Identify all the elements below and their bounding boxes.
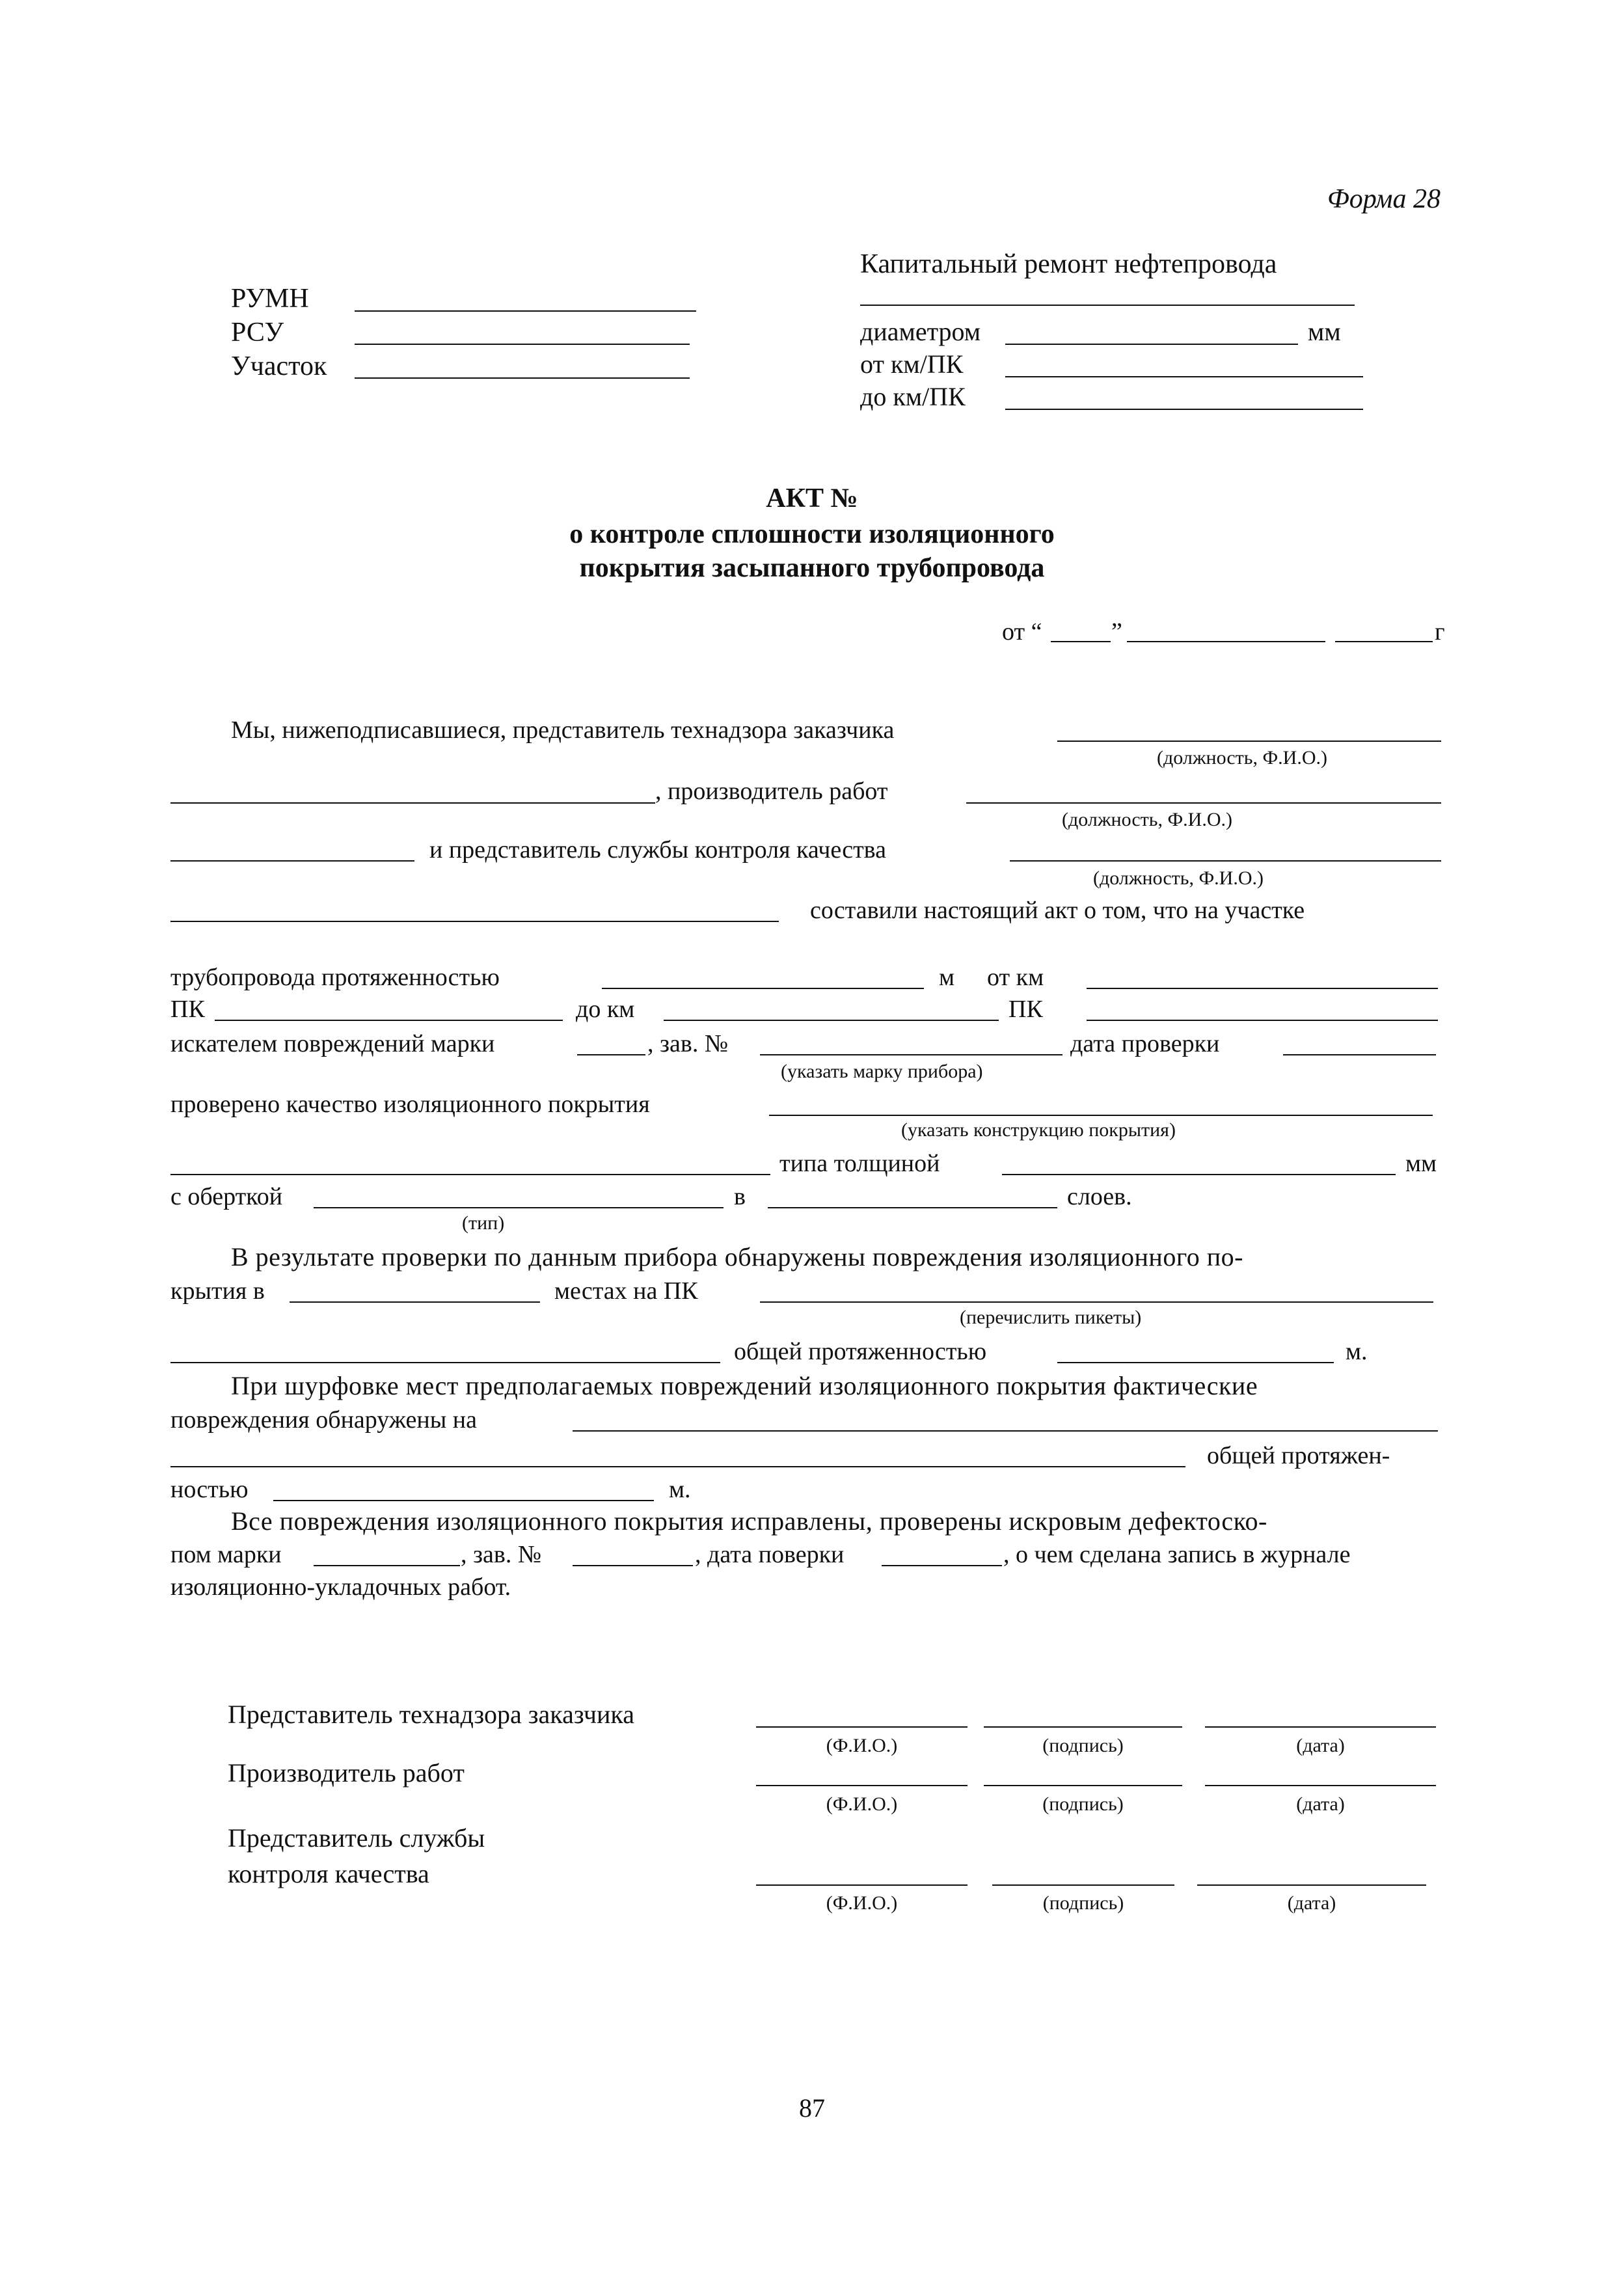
sig2-sign-field[interactable] [984,1785,1182,1786]
damage-total-length-field[interactable] [1057,1362,1334,1363]
rumn-label: РУМН [231,284,309,314]
p1-producer: , производитель работ [655,778,888,805]
sig1-sign-field[interactable] [984,1726,1182,1728]
verification-date-field[interactable] [882,1565,1002,1566]
sig1-fio-hint: (Ф.И.О.) [826,1735,898,1756]
damage-pickets-field[interactable] [760,1301,1433,1303]
wrapper-type-field[interactable] [314,1207,724,1208]
p2-wrapper: с оберткой [170,1183,283,1210]
sig2-date-field[interactable] [1205,1785,1436,1786]
p5-brand: пом марки [170,1541,282,1568]
sig3-sign-field[interactable] [992,1884,1174,1886]
hint-qc-rep: (должность, Ф.И.О.) [1093,867,1264,889]
p2-in: в [734,1183,746,1210]
p3-unit-m: м. [1346,1338,1368,1365]
pk1-field[interactable] [215,1020,563,1021]
from-km-field[interactable] [1087,988,1438,989]
p4-length: ностью [170,1476,249,1503]
act-title: АКТ № [766,483,858,513]
hint-device: (указать марку прибора) [781,1061,983,1082]
to-km-pk-field[interactable] [1005,409,1363,410]
pipeline-length-field[interactable] [602,988,924,989]
date-month-field[interactable] [1127,641,1325,642]
producer-cont-field[interactable] [170,860,414,862]
p1-start: Мы, нижеподписавшиеся, представитель технадзора заказчика [231,716,895,744]
p1-compiled: составили настоящий акт о том, что на участке [810,897,1305,924]
from-km-pk-field[interactable] [1005,376,1363,377]
detector-serial-field[interactable] [760,1054,1062,1055]
act-subtitle-1: о контроле сплошности изоляционного [569,519,1055,549]
thickness-field[interactable] [1002,1174,1396,1175]
p2-layers: слоев. [1067,1183,1132,1210]
check-date-field[interactable] [1283,1054,1436,1055]
hint-customer-rep: (должность, Ф.И.О.) [1157,747,1327,768]
p3-total: общей протяженностью [734,1338,987,1365]
sig2-fio-hint: (Ф.И.О.) [826,1793,898,1815]
rumn-field[interactable] [355,310,696,312]
p2-from-km: от км [987,964,1044,991]
sig1-date-field[interactable] [1205,1726,1436,1728]
p2-to-km: до км [576,996,635,1023]
sig-rep1-label: Представитель технадзора заказчика [228,1700,634,1729]
found-damage-field[interactable] [573,1430,1438,1432]
layers-count-field[interactable] [768,1207,1057,1208]
p5-line1: Все повреждения изоляционного покрытия исправлены, проверены искровым дефектоско- [231,1506,1267,1536]
to-km-pk-label: до км/ПК [860,382,966,411]
p2-serial: , зав. № [647,1030,729,1057]
sig3-fio-field[interactable] [756,1884,968,1886]
hint-type: (тип) [462,1212,505,1234]
p4-found: повреждения обнаружены на [170,1406,477,1434]
form-label: Форма 28 [1327,184,1441,214]
sig2-sign-hint: (подпись) [1042,1793,1124,1815]
p5-date: , дата поверки [695,1541,845,1568]
from-km-pk-label: от км/ПК [860,349,964,379]
p2-unit-m: м [939,964,955,991]
to-km-field[interactable] [664,1020,999,1021]
customer-rep-cont-field[interactable] [170,802,655,804]
damage-count-field[interactable] [290,1301,540,1303]
sig1-fio-field[interactable] [756,1726,968,1728]
date-from-label: от “ [1002,618,1042,646]
p2-pipeline: трубопровода протяженностью [170,964,500,991]
date-day-field[interactable] [1051,641,1111,642]
rsu-label: РСУ [231,318,284,347]
sig-rep3-label-2: контроля качества [228,1859,429,1888]
qc-rep-cont-field[interactable] [170,921,779,922]
rsu-field[interactable] [355,344,690,345]
producer-field[interactable] [966,802,1441,804]
date-year-field[interactable] [1335,641,1433,642]
coating-type-field[interactable] [170,1174,770,1175]
p2-pk-1: ПК [170,996,205,1023]
sig2-fio-field[interactable] [756,1785,968,1786]
hint-construction: (указать конструкцию покрытия) [901,1119,1176,1141]
p5-end: изоляционно-укладочных работ. [170,1573,511,1601]
qc-rep-field[interactable] [1010,860,1441,862]
detector-brand-field[interactable] [577,1054,645,1055]
sig3-date-hint: (дата) [1287,1892,1336,1914]
p2-thickness: типа толщиной [779,1150,940,1177]
found-damage-cont-field[interactable] [170,1466,1185,1467]
p2-detector: искателем повреждений марки [170,1030,495,1057]
p5-record: , о чем сделана запись в журнале [1003,1541,1351,1568]
site-field[interactable] [355,377,690,379]
repair-title: Капитальный ремонт нефтепровода [860,249,1277,279]
customer-rep-field[interactable] [1057,741,1441,742]
damage-pickets-cont-field[interactable] [170,1362,720,1363]
coating-construction-field[interactable] [769,1115,1433,1116]
diameter-label: диаметром [860,317,981,346]
p1-qc: и представитель службы контроля качества [429,836,886,863]
diameter-field[interactable] [1005,344,1298,345]
found-length-field[interactable] [273,1500,654,1501]
hint-producer: (должность, Ф.И.О.) [1062,809,1232,830]
p4-total: общей протяжен- [1207,1442,1390,1469]
p2-unit-mm: мм [1405,1150,1437,1177]
hint-pickets: (перечислить пикеты) [960,1307,1142,1328]
p5-serial: , зав. № [461,1541,542,1568]
p2-check-date: дата проверки [1070,1030,1220,1057]
page-number: 87 [799,2093,825,2123]
date-year-suffix: г [1435,618,1445,646]
spark-detector-brand-field[interactable] [314,1565,460,1566]
p2-quality: проверено качество изоляционного покрытия [170,1091,650,1118]
p3-places: местах на ПК [554,1277,698,1305]
p4-unit-m: м. [669,1476,691,1503]
spark-detector-serial-field[interactable] [573,1565,693,1566]
date-quote-close: ” [1111,618,1122,646]
sig2-date-hint: (дата) [1296,1793,1345,1815]
sig-rep3-label-1: Представитель службы [228,1823,485,1853]
p3-line1: В результате проверки по данным прибора обнаружены повреждения изоляционного по- [231,1242,1243,1271]
sig3-sign-hint: (подпись) [1042,1892,1124,1914]
p3-coating-in: крытия в [170,1277,265,1305]
pipeline-name-field[interactable] [860,305,1355,306]
sig1-sign-hint: (подпись) [1042,1735,1124,1756]
site-label: Участок [231,351,327,381]
p2-pk-2: ПК [1008,996,1043,1023]
pk2-field[interactable] [1087,1020,1438,1021]
sig1-date-hint: (дата) [1296,1735,1345,1756]
act-subtitle-2: покрытия засыпанного трубопровода [579,553,1045,583]
sig-rep2-label: Производитель работ [228,1758,465,1788]
sig3-date-field[interactable] [1197,1884,1426,1886]
p4-line1: При шурфовке мест предполагаемых повреждений изоляционного покрытия фактические [231,1371,1258,1400]
sig3-fio-hint: (Ф.И.О.) [826,1892,898,1914]
diameter-unit: мм [1308,317,1341,346]
